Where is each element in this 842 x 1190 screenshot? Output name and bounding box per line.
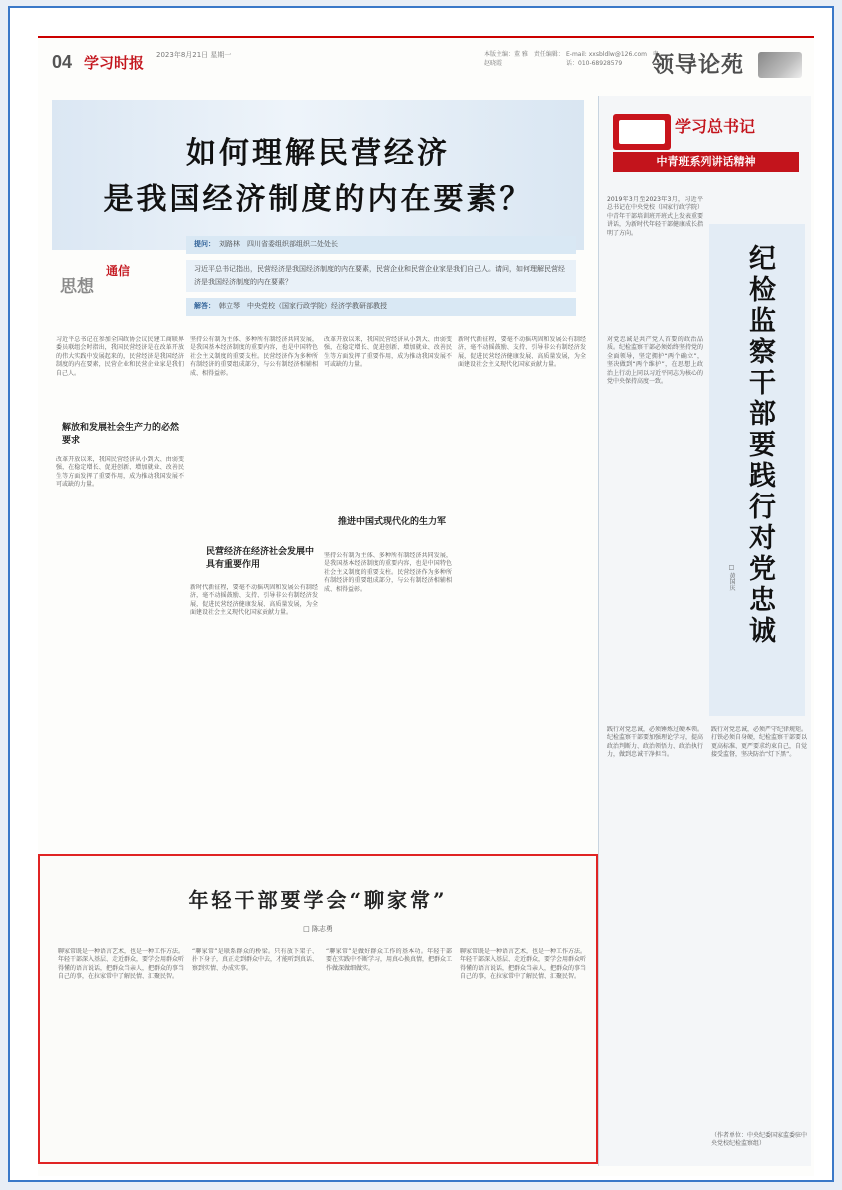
subheading: 推进中国式现代化的生力军 [338, 517, 447, 527]
sidebar-badge-main: 学习总书记 [675, 117, 756, 136]
sidebar-article [598, 96, 811, 1166]
subheading: 解放和发展社会生产力的必然要求 [62, 423, 180, 446]
masthead-logo: 学习时报 [84, 54, 145, 72]
answer-by-text: 韩立琴 中央党校（国家行政学院）经济学教研部教授 [219, 302, 387, 310]
article-paragraph: 坚持公有制为主体、多种所有制经济共同发展，是我国基本经济制度的重要内容，也是中国特色社会主义制度的重要支柱。民营经济作为多种所有制经济的重要组成部分，与公有制经济相辅相成、相得益彰。 [324, 552, 452, 593]
asker-box [186, 236, 576, 254]
column-badge-main: 思想 [60, 277, 94, 297]
highlighted-article-box[interactable] [38, 854, 598, 1164]
article-paragraph: 新时代新征程，要毫不动摇巩固和发展公有制经济，毫不动摇鼓励、支持、引导非公有制经济发展，促进民营经济健康发展、高质量发展，为全面建设社会主义现代化国家贡献力量。 [190, 584, 318, 617]
dateline: 2023年8月21日 星期一 [156, 51, 232, 59]
column-badge [60, 254, 160, 296]
box-paragraph: 聊家常既是一种语言艺术，也是一种工作方法。年轻干部深入基层、走近群众，要学会用群众听得懂的语言说话，把群众当亲人，把群众的事当自己的事，在拉家常中了解民情、汇聚民智。 [460, 948, 586, 981]
box-paragraph: “聊家常”是联系群众的桥梁。只有放下架子、扑下身子，真正走到群众中去，才能听到真话、察到实情、办成实事。 [192, 948, 318, 972]
asker-text: 刘路林 四川省委组织部组织二处处长 [219, 240, 338, 248]
article-paragraph: 坚持公有制为主体、多种所有制经济共同发展，是我国基本经济制度的重要内容，也是中国特色社会主义制度的重要支柱。民营经济作为多种所有制经济的重要组成部分，与公有制经济相辅相成、相得益彰。 [190, 336, 318, 377]
column-badge-sub: 通信 [106, 264, 131, 278]
article-paragraph: 改革开放以来，我国民营经济从小到大、由弱变强，在稳定增长、促进创新、增加就业、改善民生等方面发挥了重要作用，成为推动我国发展不可或缺的力量。 [56, 456, 184, 489]
subheading: 民营经济在经济社会发展中具有重要作用 [206, 547, 315, 570]
sidebar-end-note: （作者单位：中央纪委国家监委驻中央党校纪检监察组） [711, 1132, 808, 1148]
section-title: 领导论苑 [652, 53, 745, 78]
editors-line: 本版主编：董 雅 责任编辑：赵晓霞 [484, 51, 564, 67]
viewer-frame [8, 6, 834, 1182]
box-paragraph: “聊家常”是做好群众工作的基本功。年轻干部要在实践中不断学习，用真心换真情，把群众工作做深做细做实。 [326, 948, 452, 972]
box-paragraph: 聊家常既是一种语言艺术，也是一种工作方法。年轻干部深入基层、走近群众，要学会用群众听得懂的语言说话，把群众当亲人，把群众的事当自己的事，在拉家常中了解民情、汇聚民智。 [58, 948, 184, 981]
sidebar-paragraph: 2019年3月至2023年3月，习近平总书记在中央党校（国家行政学院）中青年干部培训班开班式上发表重要讲话，为新时代年轻干部健康成长指明了方向。 [607, 196, 703, 237]
article-paragraph: 改革开放以来，我国民营经济从小到大、由弱变强，在稳定增长、促进创新、增加就业、改善民生等方面发挥了重要作用，成为推动我国发展不可或缺的力量。 [324, 336, 452, 369]
sidebar-vertical-title: 纪检监察干部要践行对党忠诚 [744, 244, 775, 647]
newspaper-page [38, 36, 814, 1176]
section-decoration-icon [758, 52, 802, 78]
box-article-title: 年轻干部要学会“聊家常” [188, 888, 448, 912]
book-icon [613, 114, 671, 150]
box-article-author: □ 陈志勇 [303, 925, 333, 933]
answer-label: 解答： [194, 302, 215, 310]
contact-line: E-mail: xxsbldlw@126.com 电话：010-68928579 [566, 51, 660, 67]
sidebar-paragraph: 对党忠诚是共产党人首要的政治品质。纪检监察干部必须始终坚持党的全面领导，坚定拥护“两个确立”，坚决做到“两个维护”，在思想上政治上行动上同以习近平同志为核心的党中央保持高度一致。 [607, 336, 703, 386]
vertical-title-box [709, 224, 805, 716]
article-paragraph: 新时代新征程，要毫不动摇巩固和发展公有制经济，毫不动摇鼓励、支持、引导非公有制经济发展，促进民营经济健康发展、高质量发展，为全面建设社会主义现代化国家贡献力量。 [458, 336, 586, 369]
sidebar-paragraph: 践行对党忠诚，必须严守纪律规矩。打铁必须自身硬，纪检监察干部要以更高标准、更严要求约束自己，自觉接受监督，坚决防治“灯下黑”。 [711, 726, 807, 759]
asker-label: 提问： [194, 240, 215, 248]
sidebar-badge-sub: 中青班系列讲话精神 [613, 152, 799, 172]
sidebar-author: □ 黄国庆 [728, 564, 735, 591]
sidebar-column-badge [613, 108, 799, 178]
page-header [38, 36, 814, 82]
sidebar-paragraph: 践行对党忠诚，必须锤炼过硬本领。纪检监察干部要加强理论学习，提高政治判断力、政治领悟力、政治执行力，做到忠诚干净担当。 [607, 726, 703, 759]
answer-box [186, 298, 576, 316]
question-box: 习近平总书记指出，民营经济是我国经济制度的内在要素，民营企业和民营企业家是我们自己人。请问，如何理解民营经济是我国经济制度的内在要素？ [186, 260, 576, 292]
page-number: 04 [52, 52, 73, 72]
article-paragraph: 习近平总书记在参加全国政协会议民建工商联界委员联组会时指出，我国民营经济是在改革开放的伟大实践中发展起来的，民营经济是我国经济制度的内在要素，民营企业和民营企业家是我们自己人。 [56, 336, 184, 377]
headline-banner [52, 100, 584, 250]
headline-line-2: 是我国经济制度的内在要素？ [103, 182, 533, 217]
headline-line-1: 如何理解民营经济 [186, 136, 450, 171]
